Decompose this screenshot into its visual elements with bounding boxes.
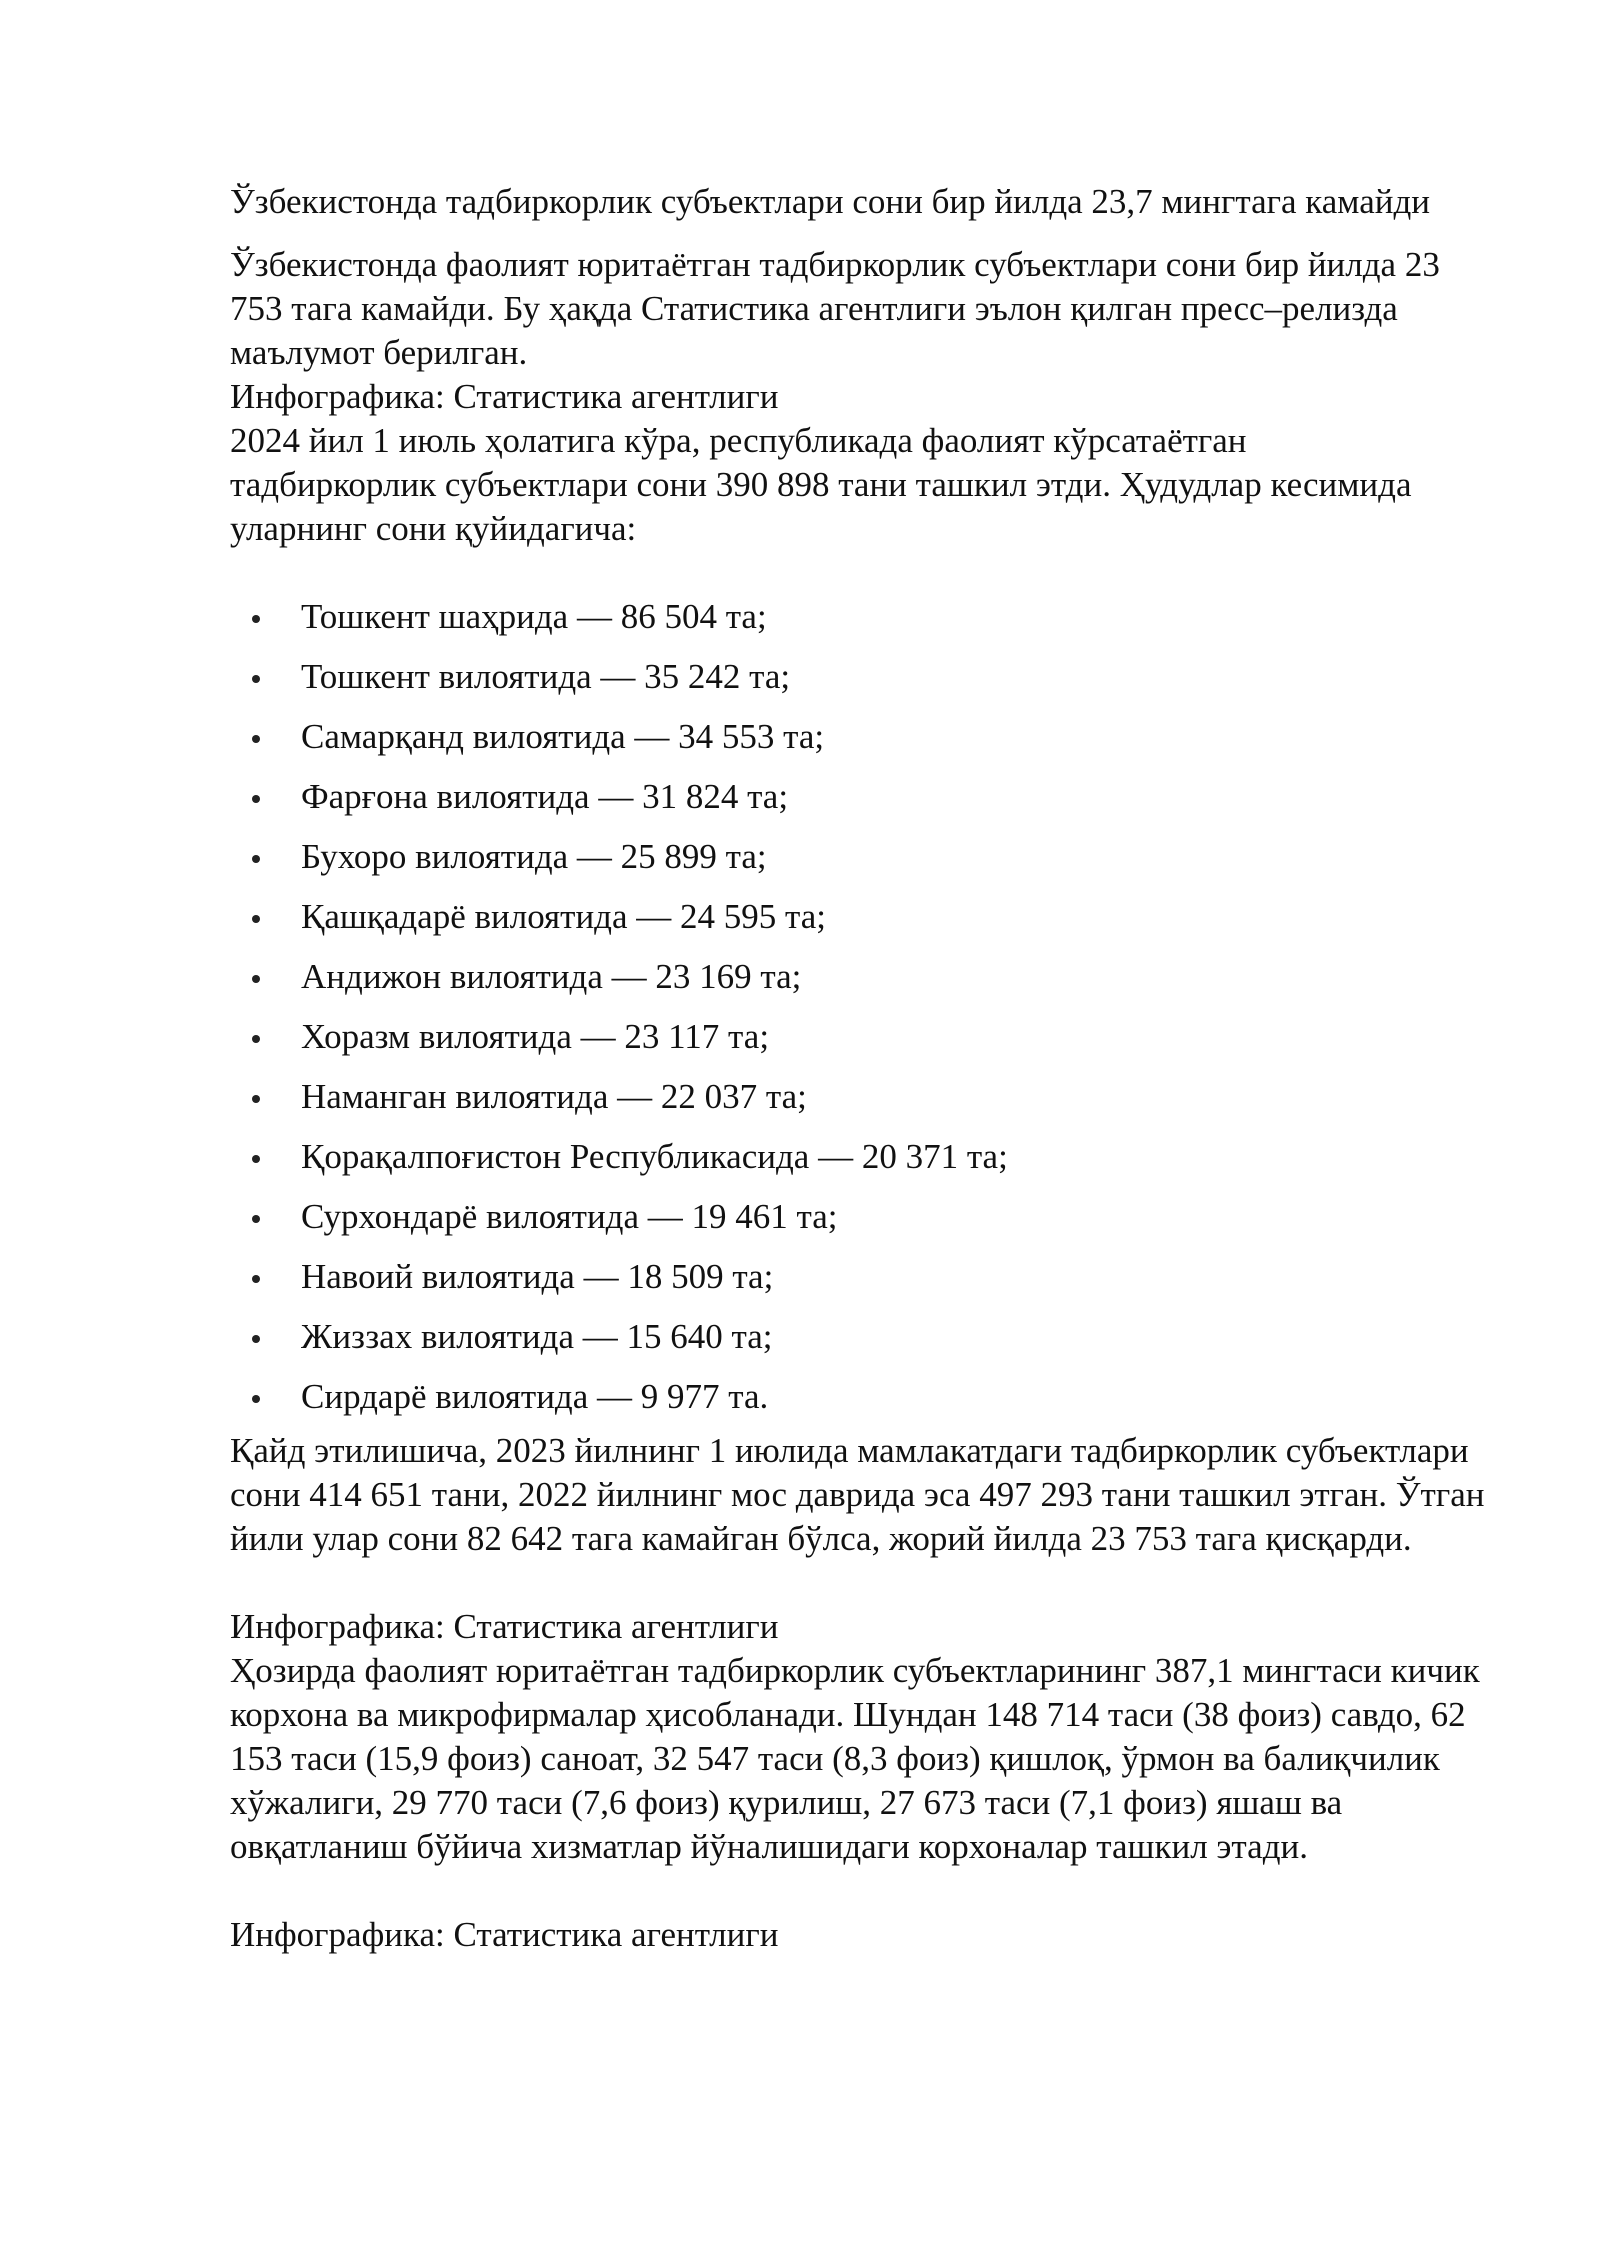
bullet-icon [252, 855, 260, 863]
list-item-text: Бухоро вилоятида — 25 899 та; [301, 837, 767, 876]
list-item-text: Наманган вилоятида — 22 037 та; [301, 1077, 807, 1116]
list-item [230, 775, 1530, 835]
list-item-text: Сурхондарё вилоятида — 19 461 та; [301, 1197, 838, 1236]
list-item [230, 655, 1530, 715]
list-item [230, 1015, 1530, 1075]
list-item-text: Самарқанд вилоятида — 34 553 та; [301, 717, 825, 756]
bullet-icon [252, 675, 260, 683]
list-item [230, 1375, 1530, 1435]
list-item-text: Сирдарё вилоятида — 9 977 та. [301, 1377, 769, 1416]
list-item-text: Фарғона вилоятида — 31 824 та; [301, 777, 789, 816]
bullet-icon [252, 1275, 260, 1283]
bullet-icon [252, 1095, 260, 1103]
list-item [230, 1195, 1530, 1255]
list-item [230, 595, 1530, 655]
summary-paragraph: 2024 йил 1 июль ҳолатига кўра, республикада фаолият кўрсатаётган тадбиркорлик субъектлари сони 390 898 тани ташкил этди. Ҳудудлар кесимида уларнинг сони қуйидагича: [230, 421, 1412, 548]
spacer [230, 551, 1530, 595]
list-item [230, 835, 1530, 895]
article-title: Ўзбекистонда тадбиркорлик субъектлари сони бир йилда 23,7 мингтага камайди [230, 182, 1430, 221]
list-item [230, 1315, 1530, 1375]
infographic-caption: Инфографика: Статистика агентлиги [230, 377, 779, 416]
bullet-icon [252, 1335, 260, 1343]
bullet-icon [252, 1155, 260, 1163]
list-item-text: Жиззах вилоятида — 15 640 та; [301, 1317, 773, 1356]
spacer [230, 1561, 1530, 1605]
list-item [230, 715, 1530, 775]
list-item [230, 895, 1530, 955]
list-item-text: Қорақалпоғистон Республикасида — 20 371 та; [301, 1137, 1008, 1176]
regions-list [230, 595, 1530, 1435]
bullet-icon [252, 735, 260, 743]
list-item [230, 1255, 1530, 1315]
infographic-caption: Инфографика: Статистика агентлиги [230, 1915, 779, 1954]
spacer [230, 1869, 1530, 1913]
bullet-icon [252, 915, 260, 923]
list-item-text: Андижон вилоятида — 23 169 та; [301, 957, 802, 996]
bullet-icon [252, 1395, 260, 1403]
list-item [230, 1135, 1530, 1195]
list-item [230, 955, 1530, 1015]
list-item-text: Тошкент шаҳрида — 86 504 та; [301, 597, 767, 636]
intro-paragraph: Ўзбекистонда фаолият юритаётган тадбиркорлик субъектлари сони бир йилда 23 753 тага камайди. Бу ҳақда Статистика агентлиги эълон қилган пресс–релизда маълумот берилган. [230, 245, 1440, 372]
comparison-paragraph: Қайд этилишича, 2023 йилнинг 1 июлида мамлакатдаги тадбиркорлик субъектлари сони 414 651 тани, 2022 йилнинг мос даврида эса 497 293 тани ташкил этган. Ўтган йили улар сони 82 642 тага камайган бўлса, жорий йилда 23 753 тага қисқарди. [230, 1431, 1485, 1558]
infographic-caption: Инфографика: Статистика агентлиги [230, 1607, 779, 1646]
bullet-icon [252, 1215, 260, 1223]
bullet-icon [252, 975, 260, 983]
bullet-icon [252, 1035, 260, 1043]
list-item-text: Қашқадарё вилоятида — 24 595 та; [301, 897, 826, 936]
sectors-paragraph: Ҳозирда фаолият юритаётган тадбиркорлик субъектларининг 387,1 мингтаси кичик корхона ва микрофирмалар ҳисобланади. Шундан 148 714 таси (38 фоиз) савдо, 62 153 таси (15,9 фоиз) саноат, 32 547 таси (8,3 фоиз) қишлоқ, ўрмон ва балиқчилик хўжалиги, 29 770 таси (7,6 фоиз) қурилиш, 27 673 таси (7,1 фоиз) яшаш ва овқатланиш бўйича хизматлар йўналишидаги корхоналар ташкил этади. [230, 1651, 1480, 1866]
list-item-text: Навоий вилоятида — 18 509 та; [301, 1257, 774, 1296]
list-item [230, 1075, 1530, 1135]
bullet-icon [252, 795, 260, 803]
list-item-text: Хоразм вилоятида — 23 117 та; [301, 1017, 770, 1056]
list-item-text: Тошкент вилоятида — 35 242 та; [301, 657, 791, 696]
bullet-icon [252, 615, 260, 623]
document-page [230, 180, 1530, 1957]
